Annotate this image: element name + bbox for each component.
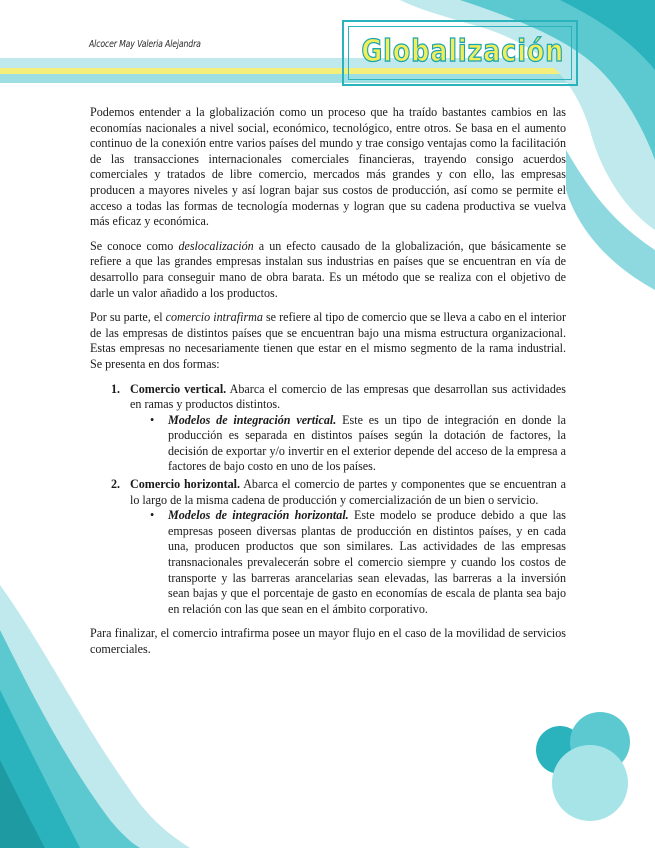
author-name: Alcocer May Valeria Alejandra — [89, 39, 201, 50]
text-run: Por su parte, el — [90, 310, 166, 325]
list-heading: Comercio horizontal. — [130, 477, 241, 492]
document-body — [90, 105, 566, 667]
sub-text: Este es un tipo de integración en donde la producción es separada en distintos países según la dotación de factores, la decisión de exportar y/o invertir en el exterior depende del acceso de la empresa a factores de bajo costo en uno de los países. — [168, 412, 567, 474]
list-number: 1. — [111, 381, 121, 396]
page-title: Globalización — [361, 34, 565, 69]
list-item-vertical — [111, 381, 567, 476]
text-run: Se conoce como — [90, 238, 179, 253]
sub-list — [130, 508, 566, 617]
sub-list-item-horizontal — [150, 508, 566, 617]
sub-heading: Modelos de integración horizontal. — [168, 508, 349, 523]
deslocalizacion-paragraph — [90, 239, 566, 301]
bullet-icon: • — [150, 508, 155, 523]
sub-list-item-vertical — [150, 412, 567, 475]
intrafirma-paragraph — [90, 310, 566, 372]
forms-list — [90, 382, 566, 618]
conclusion-paragraph: Para finalizar, el comercio intrafirma posee un mayor flujo en el caso de la movilidad de servicios comerciales. — [90, 626, 566, 656]
list-item-horizontal — [111, 477, 566, 617]
term-comercio-intrafirma: comercio intrafirma — [165, 310, 263, 325]
bullet-icon: • — [150, 412, 155, 427]
sub-list — [130, 413, 566, 475]
title-frame — [342, 20, 578, 86]
sub-text: Este modelo se produce debido a que las empresas poseen diversas plantas de producción en distintos países, y en cada una, producen productos que son similares. Las actividades de las empresas transnacionales prevalecerán sobre el comercio siempre y cuando los costos de transporte y las barreras arancelarias sean elevadas, las barreras a la inversión sean bajas y que el porcentaje de gasto en economías de escala de planta sea bajo en relación con las que sean en el ámbito corporativo. — [168, 508, 566, 616]
term-deslocalizacion: deslocalización — [178, 238, 254, 253]
text-run: se refiere al tipo de comercio que se lleva a cabo en el interior de las empresas de distintos países que se encuentran bajo una misma estructura organizacional. Estas empresas no necesariamente tienen que estar en el mismo segmento de la rama industrial. Se presenta en dos formas: — [90, 310, 566, 371]
sub-heading: Modelos de integración vertical. — [168, 412, 337, 427]
list-text: Abarca el comercio de partes y componentes que se encuentran a lo largo de la misma cadena de producción y comercialización de un bien o servicio. — [130, 477, 566, 507]
list-number: 2. — [111, 477, 121, 492]
intro-paragraph: Podemos entender a la globalización como un proceso que ha traído bastantes cambios en las economías nacionales a nivel social, económico, tecnológico, entre otros. Se basa en el aumento continuo de la conexión entre varios países del mundo y trae consigo ventajas como la facilitación de las transacciones internacionales comerciales financieras, trayendo consigo acuerdos comerciales y tratados de libre comercio, mercados más grandes y con ello, las empresas producen a mayores niveles y así logran bajar sus costos de producción, así como se permite el acceso a todas las formas de tecnología modernas y logran que su cadena productiva se vuelva más eficaz y económica. — [90, 105, 566, 229]
list-text: Abarca el comercio de las empresas que desarrollan sus actividades en ramas y productos distintos. — [130, 381, 567, 412]
text-run: a un efecto causado de la globalización, que básicamente se refiere a que las grandes empresas instalan sus industrias en países que se encuentran en vía de desarrollo para conseguir mano de obra barata. Es un método que se realiza con el objetivo de darle un valor añadido a los productos. — [90, 238, 566, 300]
list-heading: Comercio vertical. — [130, 381, 227, 396]
